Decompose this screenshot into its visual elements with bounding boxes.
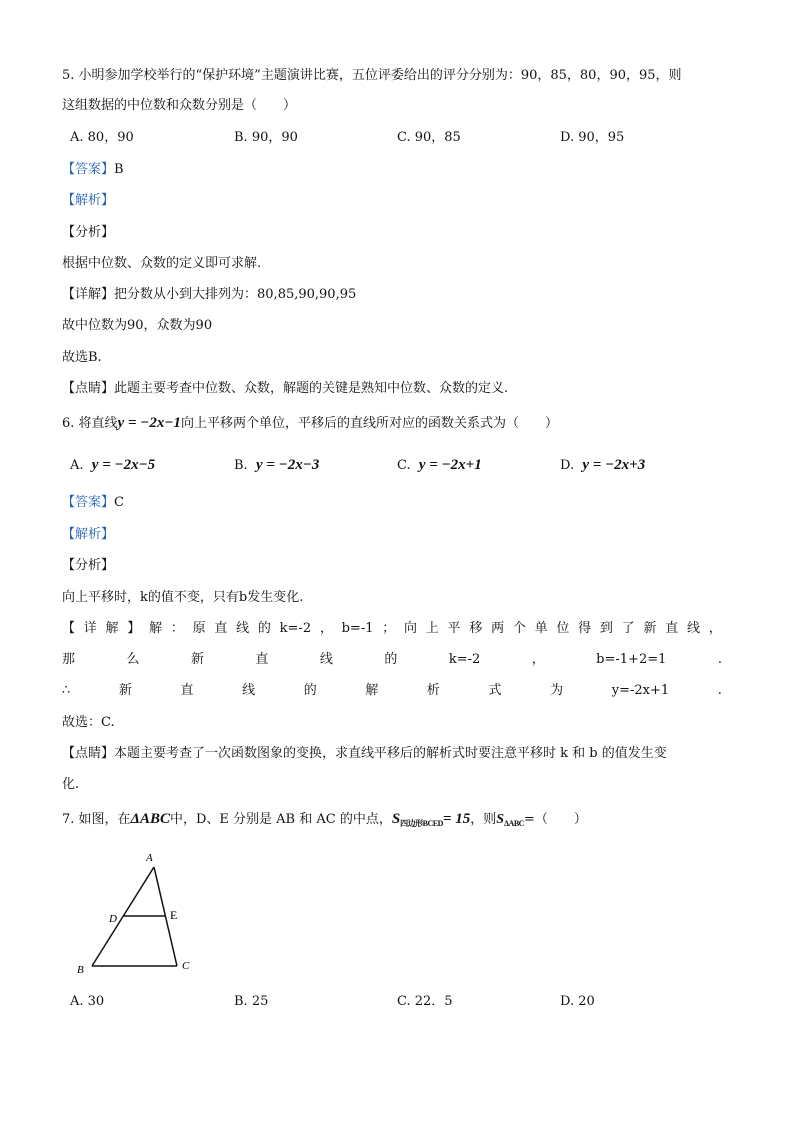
detail-token: 直 [255, 652, 269, 667]
q7-stem-end: =（ ） [523, 812, 587, 827]
q7-option-d: D. 20 [560, 994, 595, 1009]
area-subscript: ΔABC [504, 819, 524, 828]
detail-token: 解 [365, 683, 379, 698]
detail-token: 位 [556, 621, 570, 636]
q5-option-c: C. 90，85 [397, 130, 461, 145]
detail-token: 那 [62, 652, 76, 667]
q5-option-a: A. 80，90 [70, 130, 134, 145]
option-letter: C. [397, 458, 411, 473]
area-subscript: 四边形BCED [400, 819, 443, 828]
q5-detail-row [62, 285, 356, 305]
answer-value: B [114, 162, 124, 177]
option-letter: D. [560, 458, 575, 473]
detail-token: 直 [214, 621, 228, 636]
option-equation: y = −2x+3 [582, 457, 646, 473]
q6-stem-pre: 6. 将直线 [62, 416, 118, 431]
q7-stem-pre: 7. 如图，在 [62, 812, 131, 827]
detail-token: 】 [127, 621, 141, 636]
detail-token: 的 [303, 683, 317, 698]
q7-area-abc [496, 812, 524, 827]
q6-choose: 故选：C. [62, 715, 115, 730]
comment-text: 此题主要考查中位数、众数，解题的关键是熟知中位数、众数的定义. [114, 381, 509, 396]
detail-token: . [717, 652, 722, 667]
detail-token: 上 [425, 621, 439, 636]
detail-token: 线 [319, 652, 333, 667]
detail-token: 到 [599, 621, 613, 636]
detail-token: 线 [686, 621, 700, 636]
detail-token: 向 [404, 621, 418, 636]
detail-token: k=-2 [279, 621, 312, 636]
label-b: B [77, 964, 84, 976]
option-equation: y = −2x+1 [418, 457, 482, 473]
q6-option-b [234, 455, 319, 476]
detail-token: 【 [62, 621, 76, 636]
q5-answer-row [62, 160, 124, 180]
option-letter: B. [234, 458, 248, 473]
area-value: = 15 [442, 811, 471, 827]
q6-comment-line2: 化. [62, 777, 80, 792]
detail-token: ， [319, 621, 333, 636]
q7-stem [62, 809, 587, 834]
q7-option-c: C. 22．5 [397, 994, 453, 1009]
detail-token: y=-2x+1 [611, 683, 670, 698]
q6-detail-row3 [62, 681, 722, 701]
detail-token: ， [708, 621, 722, 636]
detail-token: ， [531, 652, 545, 667]
detail-token: 新 [118, 683, 132, 698]
q6-stem [62, 413, 558, 434]
detail-token: 直 [665, 621, 679, 636]
analysis-tag: 【解析】 [62, 193, 115, 208]
detail-token: 么 [126, 652, 140, 667]
detail-token: 个 [512, 621, 526, 636]
comment-tag: 【点睛】 [62, 381, 115, 396]
detail-tag: 【详解】 [62, 287, 115, 302]
detail-token: 单 [534, 621, 548, 636]
q7-stem-then: ，则 [470, 812, 497, 827]
q5-option-b: B. 90，90 [234, 130, 298, 145]
detail-token: b=-1 [341, 621, 374, 636]
detail-token: ； [382, 621, 396, 636]
detail-token: 线 [236, 621, 250, 636]
area-symbol: S [391, 811, 401, 827]
q6-fenxi-text: 向上平移时，k的值不变，只有b发生变化. [62, 590, 304, 605]
answer-tag: 【答案】 [62, 495, 115, 510]
detail-token: . [717, 683, 722, 698]
detail-token: 式 [488, 683, 502, 698]
label-c: C [182, 960, 190, 972]
detail-token: 的 [384, 652, 398, 667]
detail-token: 两 [491, 621, 505, 636]
detail-token: 为 [550, 683, 564, 698]
label-d: D [109, 913, 117, 925]
comment-text: 本题主要考查了一次函数图象的变换，求直线平移后的解析式时要注意平移时 k 和 b 的值发生变 [114, 746, 667, 761]
detail-token: 得 [578, 621, 592, 636]
detail-token: 解 [105, 621, 119, 636]
answer-tag: 【答案】 [62, 162, 115, 177]
analysis-tag: 【解析】 [62, 527, 115, 542]
detail-token: ： [170, 621, 184, 636]
q6-detail-row1 [62, 619, 722, 639]
q5-stem-line2: 这组数据的中位数和众数分别是（ ） [62, 98, 297, 113]
option-equation: y = −2x−3 [255, 457, 320, 473]
q5-comment-row [62, 379, 508, 399]
answer-value: C [114, 495, 124, 510]
detail-text: 把分数从小到大排列为：80,85,90,90,95 [114, 287, 357, 302]
q7-option-a: A. 30 [70, 994, 105, 1009]
q5-fenxi-text: 根据中位数、众数的定义即可求解. [62, 256, 262, 271]
detail-token: 了 [621, 621, 635, 636]
detail-token: 新 [643, 621, 657, 636]
option-equation: y = −2x−5 [91, 457, 156, 473]
fenxi-tag: 【分析】 [62, 558, 115, 573]
q6-answer-row [62, 493, 124, 513]
detail-token: 解 [149, 621, 163, 636]
detail-token: 原 [192, 621, 206, 636]
q6-option-a [70, 455, 155, 476]
detail-token: 移 [469, 621, 483, 636]
detail-token: 新 [190, 652, 204, 667]
q6-detail-row2 [62, 650, 722, 670]
q6-comment-row [62, 744, 667, 764]
detail-token: ∴ [62, 683, 71, 698]
option-letter: A. [70, 458, 84, 473]
q7-area-bced [392, 811, 470, 827]
area-symbol: S [496, 812, 505, 827]
detail-token: 的 [257, 621, 271, 636]
q6-option-c [397, 455, 482, 476]
q5-stem-line1: 5. 小明参加学校举行的“保护环境”主题演讲比赛，五位评委给出的评分分别为：90，85，80，90，95，则 [62, 68, 682, 83]
q5-detail-line2: 故中位数为90，众数为90 [62, 318, 213, 333]
q7-stem-mid: 中，D、E 分别是 AB 和 AC 的中点， [169, 812, 392, 827]
q5-choose: 故选B. [62, 350, 102, 365]
fenxi-tag: 【分析】 [62, 225, 115, 240]
q7-triangle-abc: ΔABC [130, 811, 170, 827]
detail-token: k=-2 [448, 652, 481, 667]
detail-token: b=-1+2=1 [596, 652, 667, 667]
detail-token: 直 [180, 683, 194, 698]
q5-option-d: D. 90，95 [560, 130, 625, 145]
detail-token: 详 [83, 621, 97, 636]
q6-stem-post: 向上平移两个单位，平移后的直线所对应的函数关系式为（ ） [180, 416, 558, 431]
q6-option-d [560, 455, 645, 476]
label-e: E [170, 908, 178, 922]
q7-option-b: B. 25 [234, 994, 269, 1009]
detail-token: 析 [426, 683, 440, 698]
triangle-figure [70, 845, 210, 980]
q6-stem-equation: y = −2x−1 [117, 415, 181, 431]
label-a: A [146, 852, 153, 864]
detail-token: 平 [447, 621, 461, 636]
detail-token: 线 [242, 683, 256, 698]
comment-tag: 【点睛】 [62, 746, 115, 761]
